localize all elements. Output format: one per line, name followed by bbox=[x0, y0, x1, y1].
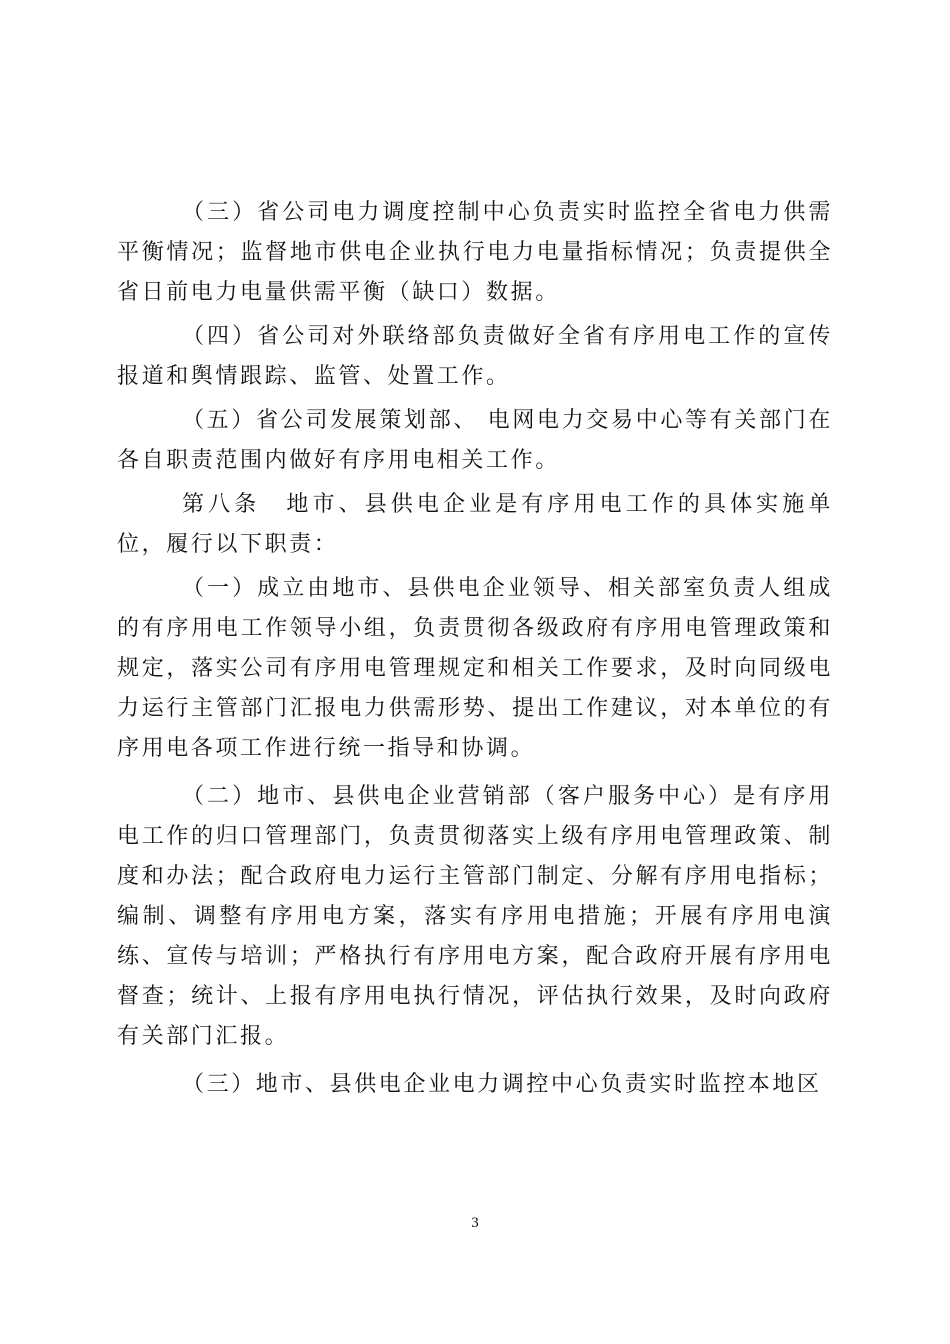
paragraph-provincial-dispatch-center: （三）省公司电力调度控制中心负责实时监控全省电力供需平衡情况；监督地市供电企业执行电力电量指标情况；负责提供全省日前电力电量供需平衡（缺口）数据。 bbox=[117, 200, 833, 305]
paragraph-marketing-dept: （二）地市、县供电企业营销部（客户服务中心）是有序用电工作的归口管理部门，负责贯彻落实上级有序用电管理政策、制度和办法；配合政府电力运行主管部门制定、分解有序用电指标；编制、调整有序用电方案，落实有序用电措施；开展有序用电演练、宣传与培训；严格执行有序用电方案，配合政府开展有序用电督查；统计、上报有序用电执行情况，评估执行效果，及时向政府有关部门汇报。 bbox=[117, 784, 833, 1049]
paragraph-external-liaison-dept: （四）省公司对外联络部负责做好全省有序用电工作的宣传报道和舆情跟踪、监管、处置工作。 bbox=[117, 324, 833, 389]
page-number: 3 bbox=[471, 1215, 479, 1231]
paragraph-leadership-group: （一）成立由地市、县供电企业领导、相关部室负责人组成的有序用电工作领导小组，负责贯彻各级政府有序用电管理政策和规定，落实公司有序用电管理规定和相关工作要求，及时向同级电力运行主管部门汇报电力供需形势、提出工作建议，对本单位的有序用电各项工作进行统一指导和协调。 bbox=[117, 576, 833, 761]
paragraph-local-dispatch-center: （三）地市、县供电企业电力调控中心负责实时监控本地区 bbox=[182, 1072, 822, 1097]
document-body bbox=[117, 193, 833, 1105]
paragraph-development-planning-dept: （五）省公司发展策划部、 电网电力交易中心等有关部门在各自职责范围内做好有序用电相关工作。 bbox=[117, 408, 833, 473]
paragraph-article-eight: 第八条 地市、县供电企业是有序用电工作的具体实施单位，履行以下职责： bbox=[117, 492, 833, 557]
